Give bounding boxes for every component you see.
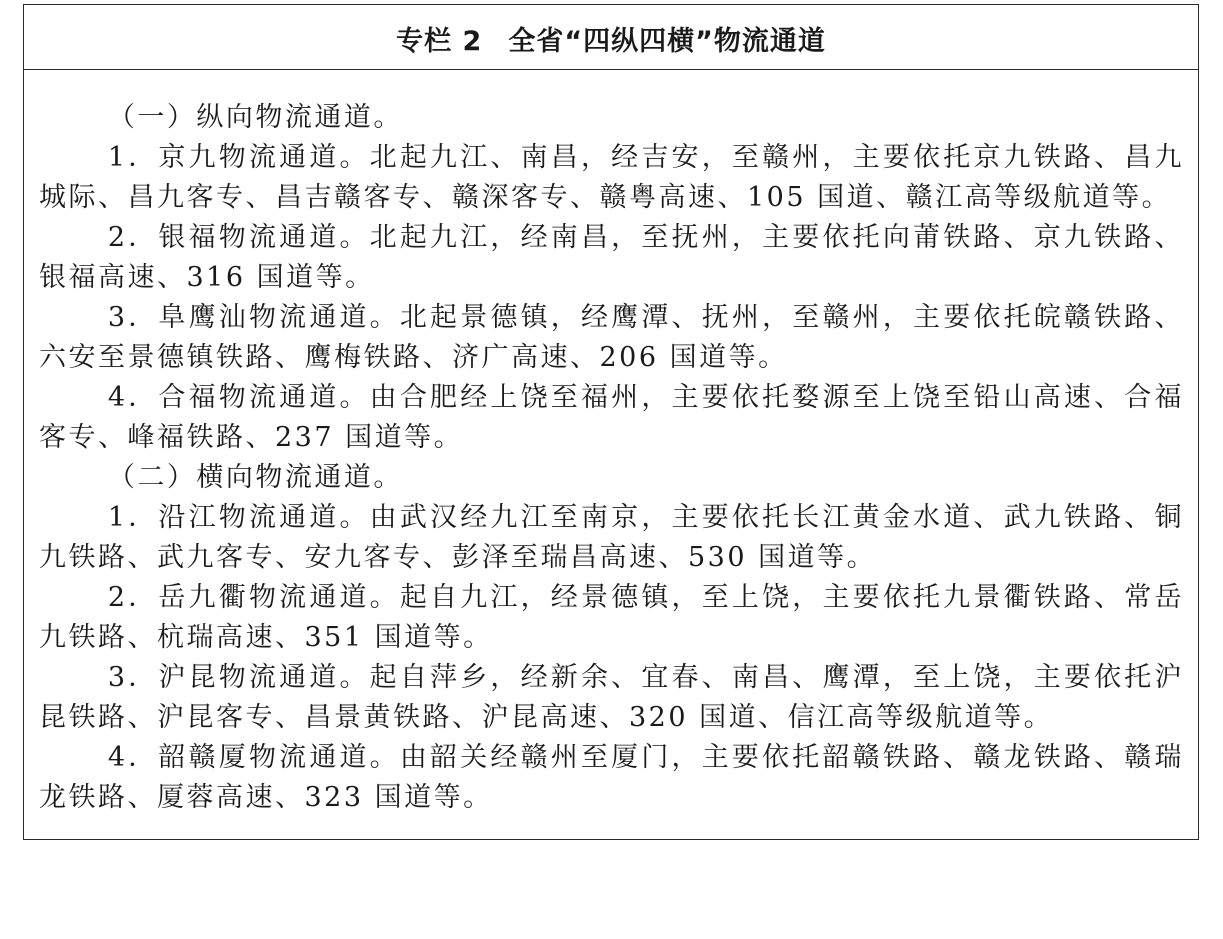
section-heading: （一）纵向物流通道。 [107, 102, 403, 133]
box-title [396, 19, 826, 58]
section-heading: （二）横向物流通道。 [107, 462, 403, 493]
box-body [24, 70, 1198, 818]
list-item: 1．沿江物流通道。由武汉经九江至南京，主要依托长江黄金水道、武九铁路、铜九铁路、武九客专、安九客专、彭泽至瑞昌高速、530 国道等。 [39, 502, 1184, 573]
box-title-text: 全省“四纵四横”物流通道 [508, 25, 826, 57]
sidebar-box [23, 4, 1199, 840]
list-item: 4．韶赣厦物流通道。由韶关经赣州至厦门，主要依托韶赣铁路、赣龙铁路、赣瑞龙铁路、厦蓉高速、323 国道等。 [39, 742, 1184, 813]
box-title-label: 专栏 2 [396, 25, 483, 57]
list-item: 2．银福物流通道。北起九江，经南昌，至抚州，主要依托向莆铁路、京九铁路、银福高速、316 国道等。 [39, 222, 1184, 293]
list-item: 4．合福物流通道。由合肥经上饶至福州，主要依托婺源至上饶至铅山高速、合福客专、峰福铁路、237 国道等。 [39, 382, 1184, 453]
list-item: 3．沪昆物流通道。起自萍乡，经新余、宜春、南昌、鹰潭，至上饶，主要依托沪昆铁路、沪昆客专、昌景黄铁路、沪昆高速、320 国道、信江高等级航道等。 [39, 662, 1184, 733]
list-item: 3．阜鹰汕物流通道。北起景德镇，经鹰潭、抚州，至赣州，主要依托皖赣铁路、六安至景德镇铁路、鹰梅铁路、济广高速、206 国道等。 [39, 302, 1184, 373]
list-item: 1．京九物流通道。北起九江、南昌，经吉安，至赣州，主要依托京九铁路、昌九城际、昌九客专、昌吉赣客专、赣深客专、赣粤高速、105 国道、赣江高等级航道等。 [39, 142, 1184, 213]
box-header [24, 5, 1198, 70]
list-item: 2．岳九衢物流通道。起自九江，经景德镇，至上饶，主要依托九景衢铁路、常岳九铁路、杭瑞高速、351 国道等。 [39, 582, 1184, 653]
